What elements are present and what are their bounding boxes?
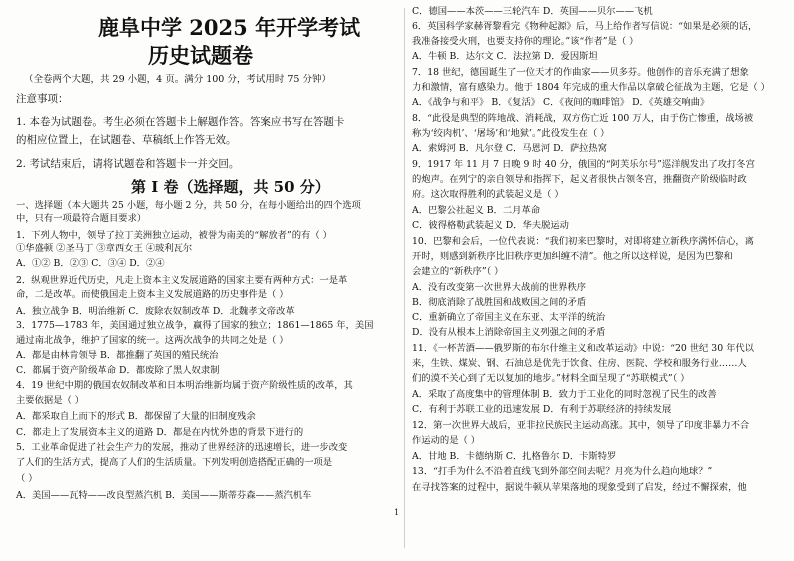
question-line: A．巴黎公社起义 B．二月革命	[412, 205, 541, 216]
question-line: 13．“打手为什么不沿着直线飞到外部空间去呢？月亮为什么趋向地球？”	[412, 466, 713, 477]
question-line: 1．下列人物中，领导了拉丁美洲独立运动，被誉为南美的“解放者”的有（ ）	[16, 230, 332, 241]
question-line: 主要依据是（ ）	[16, 395, 85, 406]
section-intro: 一、选择题（本大题共 25 小题，每小题 2 分，共 50 分，在每小题给出的四个选项	[16, 200, 361, 211]
question-line: C．德国——本茨——三轮汽车 D．英国——贝尔——飞机	[412, 6, 653, 17]
question-line: 开时，则感到新秩序比旧秩序更加纠缠不清”。他之所以这样说，是因为巴黎和	[412, 251, 733, 262]
question-line: 们的漠不关心到了无以复加的地步。”材料全面呈现了“苏联模式”（ ）	[412, 373, 690, 384]
exam-title: 鹿阜中学 2025 年开学考试	[98, 16, 361, 40]
notice-item: 2. 考试结束后，请将试题卷和答题卡一并交回。	[16, 158, 240, 170]
question-line: 7．18 世纪，德国诞生了一位天才的作曲家——贝多芬。他创作的音乐充满了想象	[412, 67, 749, 78]
question-line: 在寻找答案的过程中，据说牛顿从苹果落地的现象受到了启发，经过不懈探索，他	[412, 482, 747, 493]
question-line: 11．《一杯苦酒——俄罗斯的布尔什维主义和改革运动》中说：“20 世纪 30 年代以	[412, 343, 754, 354]
exam-info: （全卷两个大题，共 29 小题，4 页。满分 100 分，考试用时 75 分钟）	[24, 74, 331, 85]
question-line: A．《战争与和平》 B．《复活》 C．《夜间的咖啡馆》 D．《英雄交响曲》	[412, 97, 710, 108]
column-divider	[404, 8, 405, 548]
notice-item: 1. 本卷为试题卷。考生必须在答题卡上解题作答。答案应书写在答题卡	[16, 116, 345, 128]
question-line: 称为‘绞肉机’、‘屠场’和‘地狱’。”此役发生在（ ）	[412, 128, 610, 139]
question-line: 4．19 世纪中期的俄国农奴制改革和日本明治维新均属于资产阶级性质的改革，其	[16, 380, 353, 391]
question-line: A．①② B．②③ C．③④ D．②④	[16, 258, 165, 269]
question-line: 10．巴黎和会后，一位代表说：“我们初来巴黎时，对即将建立新秩序满怀信心，离	[412, 236, 754, 247]
question-line: C．都属于资产阶级革命 D．都废除了黑人奴隶制	[16, 365, 220, 376]
question-line: 8．“此役是典型的阵地战、消耗战，双方伤亡近 100 万人，由于伤亡惨重，战场被	[412, 113, 754, 124]
question-line: 府。这次取得胜利的武装起义是（ ）	[412, 189, 564, 200]
question-line: 的炮声。在列宁的亲自领导和指挥下，起义者很快占领冬宫，推翻资产阶级临时政	[412, 174, 747, 185]
question-line: （ ）	[16, 473, 38, 484]
question-line: D．没有从根本上消除帝国主义列强之间的矛盾	[412, 327, 606, 338]
question-line: 3．1775—1783 年，美国通过独立战争，赢得了国家的独立；1861—1865 年，美国	[16, 320, 374, 331]
question-line: 会建立的“新秩序”（ ）	[412, 266, 504, 277]
question-line: C．都走上了发展资本主义的道路 D．都是在内忧外患的背景下进行的	[16, 427, 304, 438]
question-line: 通过南北战争，维护了国家的统一。这两次战争的共同之处是（ ）	[16, 335, 289, 346]
question-line: 作运动的是（ ）	[412, 435, 481, 446]
notice-title: 注意事项：	[16, 93, 69, 105]
question-line: 6．英国科学家赫胥黎看完《物种起源》后，马上给作者写信说：“如果是必须的话，	[412, 21, 758, 32]
question-line: 来，生铁、煤炭、钢、石油总是优先于饮食、住房、医院、学校和服务行业……人	[412, 358, 747, 369]
exam-subtitle: 历史试题卷	[148, 44, 253, 68]
question-line: A．索姆河 B．凡尔登 C．马恩河 D．萨拉热窝	[412, 143, 608, 154]
question-line: A．牛顿 B．达尔文 C．法拉第 D．爱因斯坦	[412, 51, 598, 62]
question-line: C．彼得格勒武装起义 D．华夫脱运动	[412, 220, 569, 231]
question-line: A．美国——瓦特——改良型蒸汽机 B．美国——斯蒂芬森——蒸汽机车	[16, 490, 312, 501]
section-title: 第 I 卷（选择题，共 50 分）	[131, 178, 330, 196]
question-line: C．有利于苏联工业的迅速发展 D．有利于苏联经济的持续发展	[412, 404, 672, 415]
question-line: ①华盛顿 ②圣马丁 ③章西女王 ④玻利瓦尔	[16, 243, 193, 254]
question-line: A．都采取自上而下的形式 B．都保留了大量的旧制度残余	[16, 411, 256, 422]
question-line: C．重新确立了帝国主义在东亚、太平洋的统治	[412, 312, 606, 323]
notice-item: 的相应位置上，在试题卷、草稿纸上作答无效。	[16, 134, 237, 146]
question-line: 命，二是改革。而使俄国走上资本主义发展道路的历史事件是（ ）	[16, 289, 289, 300]
question-line: A．没有改变第一次世界大战前的世界秩序	[412, 282, 587, 293]
question-line: 9．1917 年 11 月 7 日晚 9 时 40 分，俄国的“阿芙乐尔号”巡洋舰发出了攻打冬宫	[412, 159, 755, 170]
question-line: A．都是由林肯领导 B．都推翻了英国的殖民统治	[16, 350, 219, 361]
question-line: 2．纵观世界近代历史，凡走上资本主义发展道路的国家主要有两种方式：一是革	[16, 275, 348, 286]
question-line: A．采取了高度集中的管理体制 B．致力于工业化的同时忽视了民生的改善	[412, 389, 717, 400]
page-number: 1	[394, 508, 400, 517]
section-intro: 中，只有一项最符合题目要求）	[16, 213, 147, 224]
question-line: 我准备接受火刑，也要支持你的理论。”该“作者”是（ ）	[412, 36, 639, 47]
question-line: B．彻底消除了战胜国和战败国之间的矛盾	[412, 297, 587, 308]
question-line: 5．工业革命促进了社会生产力的发展，推动了世界经济的迅速增长，进一步改变	[16, 442, 348, 453]
question-line: 12．第一次世界大战后，亚非拉民族民主运动高涨。其中，领导了印度非暴力不合	[412, 420, 750, 431]
question-line: 力和激情，富有感染力。他于 1804 年完成的重大作品以拿破仑征战为主题，它是（ ）	[412, 82, 770, 93]
question-line: 了人们的生活方式，提高了人们的生活质量。下列发明创造搭配正确的一项是	[16, 457, 333, 468]
question-line: A．甘地 B．卡德纳斯 C．扎格鲁尔 D．卡斯特罗	[412, 451, 617, 462]
question-line: A．独立战争 B．明治维新 C．废除农奴制改革 D．北魏孝文帝改革	[16, 306, 295, 317]
